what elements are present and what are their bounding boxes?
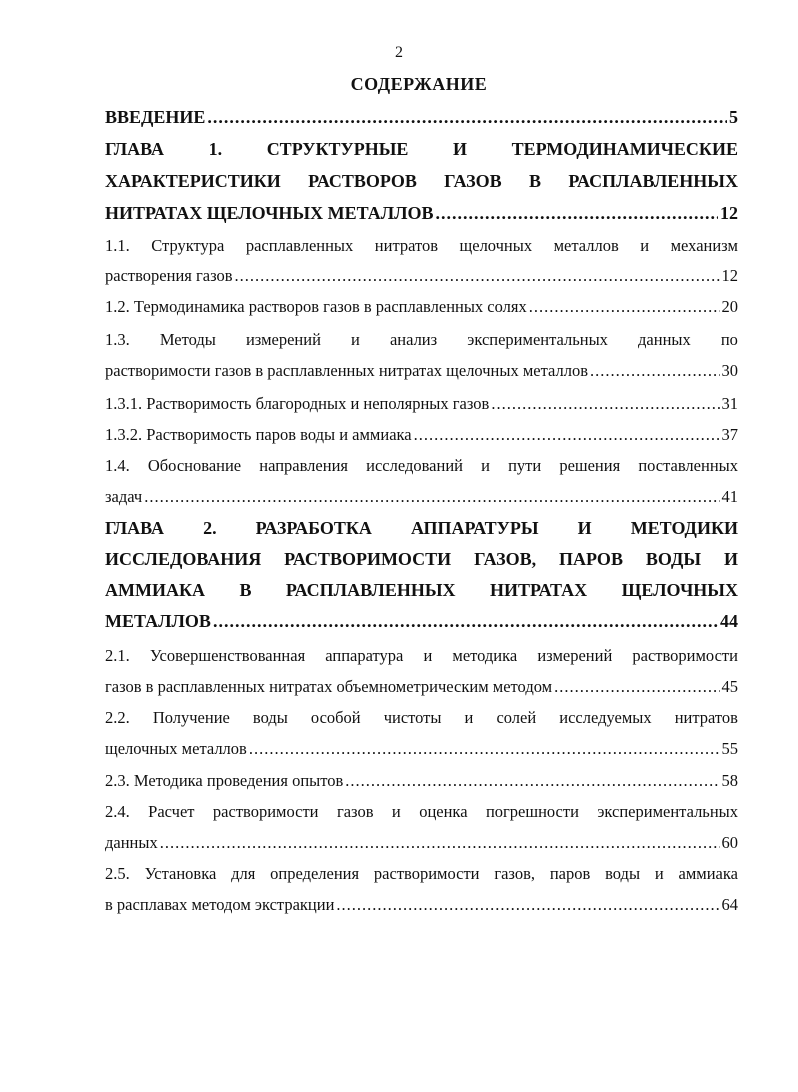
toc-line — [105, 487, 738, 507]
word: определения — [270, 864, 360, 883]
toc-entry-1-2[interactable] — [105, 297, 738, 317]
toc-page-number: 31 — [721, 394, 738, 413]
word: аммиака — [678, 864, 738, 883]
word: методика — [452, 646, 518, 665]
toc-line — [105, 236, 738, 256]
toc-leader — [249, 739, 720, 759]
toc-leader — [160, 833, 720, 853]
word: данных — [638, 330, 691, 349]
toc-entry-text: щелочных металлов — [105, 739, 247, 758]
toc-page-number: 55 — [721, 739, 738, 758]
toc-entry-2-3[interactable] — [105, 771, 738, 791]
word: измерений — [245, 330, 321, 349]
toc-leader — [414, 425, 720, 445]
toc-line — [105, 171, 738, 192]
word: Получение — [152, 708, 230, 727]
word: растворимости — [632, 646, 738, 665]
word: СТРУКТУРНЫЕ — [266, 139, 409, 159]
toc-line — [105, 266, 738, 286]
toc-line — [105, 646, 738, 666]
word: исследований — [366, 456, 463, 475]
toc-line — [105, 895, 738, 915]
word: растворимости — [373, 864, 480, 883]
word: 2.4. — [105, 802, 130, 821]
word: паров — [549, 864, 591, 883]
word: ГЛАВА — [105, 139, 165, 159]
word: нитратов — [374, 236, 439, 255]
word: солей — [496, 708, 537, 727]
word: решения — [559, 456, 621, 475]
toc-entry-text: растворения газов — [105, 266, 233, 285]
word: воды — [605, 864, 641, 883]
toc-page-number: 5 — [729, 107, 738, 127]
word: измерений — [537, 646, 613, 665]
toc-line — [105, 802, 738, 822]
toc-line — [105, 203, 738, 224]
toc-line — [105, 456, 738, 476]
toc-line — [105, 708, 738, 728]
word: и — [423, 646, 433, 665]
word: 1.3. — [105, 330, 130, 349]
toc-page-number: 44 — [720, 611, 738, 631]
toc-leader — [590, 361, 720, 381]
toc-entry-text: в расплавах методом экстракции — [105, 895, 335, 914]
toc-leader — [336, 895, 719, 915]
toc-entry-text: 2.3. Методика проведения опытов — [105, 771, 344, 790]
word: растворимости — [212, 802, 319, 821]
word: 2.1. — [105, 646, 130, 665]
toc-entry-intro[interactable] — [105, 107, 738, 128]
word: Структура — [151, 236, 225, 255]
toc-leader — [529, 297, 720, 317]
toc-line — [105, 361, 738, 381]
toc-line — [105, 330, 738, 350]
word: РАСПЛАВЛЕННЫХ — [568, 171, 738, 191]
toc-leader — [144, 487, 719, 507]
word: И — [723, 549, 738, 569]
word: РАСТВОРИМОСТИ — [284, 549, 452, 569]
toc-entry-text: 1.2. Термодинамика растворов газов в расплавленных солях — [105, 297, 527, 316]
word: ГЛАВА — [105, 518, 165, 538]
word: по — [720, 330, 738, 349]
toc-leader — [235, 266, 720, 286]
toc-page-number: 45 — [721, 677, 738, 696]
word: И — [577, 518, 592, 538]
word: металлов — [553, 236, 619, 255]
toc-line — [105, 580, 738, 601]
toc-entry-text: 1.3.2. Растворимость паров воды и аммиака — [105, 425, 412, 444]
word: Усовершенствованная — [149, 646, 306, 665]
word: для — [231, 864, 256, 883]
toc-leader — [436, 203, 718, 224]
toc-page-number: 41 — [721, 487, 738, 506]
toc-line — [105, 833, 738, 853]
word: газов — [336, 802, 374, 821]
word: ГАЗОВ, — [474, 549, 537, 569]
word: расплавленных — [245, 236, 354, 255]
toc-leader — [213, 611, 718, 632]
toc-line — [105, 518, 738, 539]
word: оценка — [419, 802, 468, 821]
word: и — [464, 708, 474, 727]
word: анализ — [389, 330, 438, 349]
toc-entry-1-3-2[interactable] — [105, 425, 738, 445]
word: особой — [310, 708, 361, 727]
word: ПАРОВ — [559, 549, 623, 569]
toc-entry-text: растворимости газов в расплавленных нитратах щелочных металлов — [105, 361, 588, 380]
word: АППАРАТУРЫ — [411, 518, 539, 538]
word: нитратов — [674, 708, 738, 727]
toc-entry-text: МЕТАЛЛОВ — [105, 611, 211, 631]
word: В — [529, 171, 542, 191]
word: Методы — [159, 330, 216, 349]
toc-line — [105, 139, 738, 160]
word: ХАРАКТЕРИСТИКИ — [105, 171, 281, 191]
word: экспериментальных — [467, 330, 608, 349]
word: воды — [252, 708, 288, 727]
word: РАСТВОРОВ — [308, 171, 417, 191]
word: РАЗРАБОТКА — [255, 518, 372, 538]
toc-page-number: 60 — [721, 833, 738, 852]
word: поставленных — [638, 456, 738, 475]
word: В — [239, 580, 252, 600]
toc-entry-text: НИТРАТАХ ЩЕЛОЧНЫХ МЕТАЛЛОВ — [105, 203, 434, 223]
toc-line — [105, 611, 738, 632]
toc-page-number: 12 — [720, 203, 738, 223]
toc-entry-1-3-1[interactable] — [105, 394, 738, 414]
word: механизм — [670, 236, 738, 255]
page-title: СОДЕРЖАНИЕ — [350, 74, 488, 94]
word: и — [654, 864, 664, 883]
word: направления — [259, 456, 348, 475]
toc-page-number: 12 — [721, 266, 738, 285]
toc-entry-text: данных — [105, 833, 158, 852]
toc-line — [105, 864, 738, 884]
word: 2. — [203, 518, 217, 538]
page-number: 2 — [395, 44, 403, 61]
word: пути — [508, 456, 542, 475]
toc-page-number: 20 — [721, 297, 738, 316]
word: экспериментальных — [597, 802, 738, 821]
toc-line — [105, 549, 738, 570]
toc-page-number: 37 — [721, 425, 738, 444]
word: РАСПЛАВЛЕННЫХ — [285, 580, 456, 600]
word: Обоснование — [147, 456, 242, 475]
word: ЩЕЛОЧНЫХ — [621, 580, 738, 600]
toc-leader — [345, 771, 719, 791]
word: ИССЛЕДОВАНИЯ — [105, 549, 262, 569]
word: 1.1. — [105, 236, 130, 255]
toc-entry-text: ВВЕДЕНИЕ — [105, 107, 206, 127]
toc-line — [105, 739, 738, 759]
word: газов, — [494, 864, 536, 883]
word: 2.5. — [105, 864, 130, 883]
word: МЕТОДИКИ — [630, 518, 738, 538]
word: чистоты — [383, 708, 442, 727]
toc-page-number: 64 — [721, 895, 738, 914]
word: и — [481, 456, 490, 475]
toc-line — [105, 677, 738, 697]
word: ГАЗОВ — [444, 171, 502, 191]
word: Расчет — [148, 802, 195, 821]
word: и — [351, 330, 360, 349]
toc-entry-text: 1.3.1. Растворимость благородных и неполярных газов — [105, 394, 490, 413]
word: 1. — [208, 139, 223, 159]
toc-leader — [554, 677, 719, 697]
word: погрешности — [485, 802, 579, 821]
word: ТЕРМОДИНАМИЧЕСКИЕ — [511, 139, 738, 159]
word: АММИАКА — [105, 580, 206, 600]
word: И — [452, 139, 467, 159]
word: и — [391, 802, 401, 821]
word: НИТРАТАХ — [489, 580, 588, 600]
word: и — [640, 236, 650, 255]
toc-entry-text: газов в расплавленных нитратах объемнометрическим методом — [105, 677, 553, 696]
word: ВОДЫ — [645, 549, 702, 569]
toc-leader — [491, 394, 719, 414]
word: 1.4. — [105, 456, 130, 475]
word: аппаратура — [325, 646, 404, 665]
toc-leader — [207, 107, 727, 128]
word: исследуемых — [559, 708, 652, 727]
word: 2.2. — [105, 708, 130, 727]
toc-entry-text: задач — [105, 487, 143, 506]
toc-page-number: 58 — [721, 771, 738, 790]
toc-page-number: 30 — [721, 361, 738, 380]
word: Установка — [144, 864, 217, 883]
word: щелочных — [459, 236, 533, 255]
